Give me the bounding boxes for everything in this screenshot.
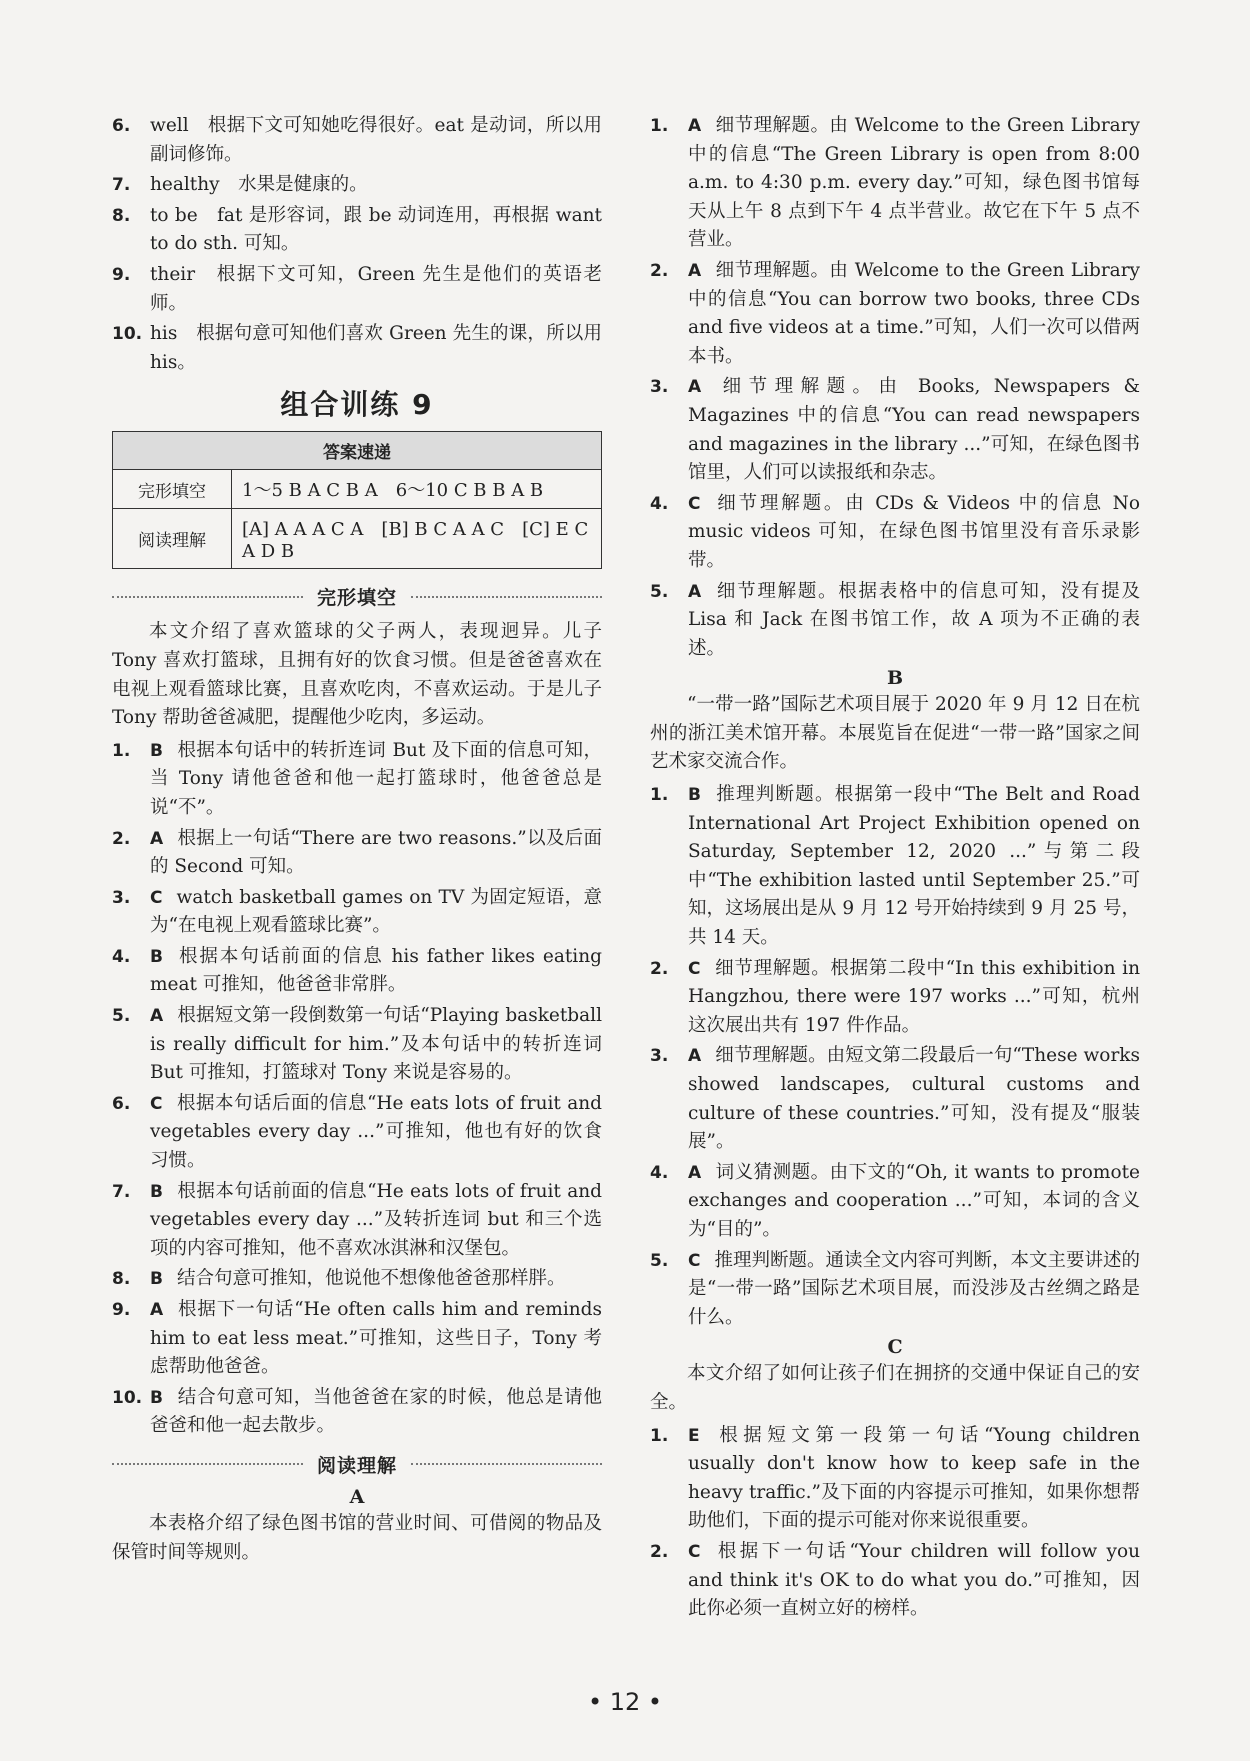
list-item: 4. A 词义猜测题。由下文的“Oh, it wants to promote exchanges and cooperation ...”可知，本词的含义为“目的”。 bbox=[650, 1161, 1140, 1240]
list-item: 5. A 细节理解题。根据表格中的信息可知，没有提及 Lisa 和 Jack 在图书馆工作，故 A 项为不正确的表述。 bbox=[650, 580, 1140, 659]
row-value: [A] A A A C A [B] B C A A C [C] E C A D B bbox=[232, 509, 602, 569]
answer-table bbox=[112, 431, 602, 569]
passage-a-label: A bbox=[349, 1485, 365, 1508]
page-number: • 12 • bbox=[587, 1688, 663, 1716]
passage-c-label: C bbox=[887, 1336, 903, 1359]
passage-a-intro: 本表格介绍了绿色图书馆的营业时间、可借阅的物品及保管时间等规则。 bbox=[112, 1512, 602, 1563]
list-item: 2. C 细节理解题。根据第二段中“In this exhibition in Hangzhou, there were 197 works ...”可知，杭州这次展出共有 197 件作品。 bbox=[650, 957, 1140, 1036]
list-item: 2. C 根据下一句话“Your children will follow you and think it's OK to do what you do.”可推知，因此你必须一直树立好的榜样。 bbox=[650, 1540, 1140, 1620]
cloze-intro: 本文介绍了喜欢篮球的父子两人，表现迥异。儿子 Tony 喜欢打篮球，且拥有好的饮食习惯。但是爸爸喜欢在电视上观看篮球比赛，且喜欢吃肉，不喜欢运动。于是儿子 Tony 帮助爸爸减肥，提醒他少吃肉，多运动。 bbox=[112, 621, 602, 729]
divider bbox=[112, 596, 303, 598]
list-item: 10. B 结合句意可知，当他爸爸在家的时候，他总是请他爸爸和他一起去散步。 bbox=[112, 1386, 602, 1437]
list-item: 3. A 细节理解题。由 Books, Newspapers & Magazines 中的信息“You can read newspapers and magazines in the library ...”可知，在绿色图书馆里，人们可以读报纸和杂志。 bbox=[650, 376, 1140, 484]
row-label: 阅读理解 bbox=[113, 509, 232, 569]
list-item: 4. C 细节理解题。由 CDs & Videos 中的信息 No music videos 可知，在绿色图书馆里没有音乐录影带。 bbox=[650, 492, 1140, 571]
passage-b-items bbox=[650, 781, 1140, 1332]
passage-a-items bbox=[650, 112, 1140, 663]
list-item: 2. A 根据上一句话“There are two reasons.”以及后面的 Second 可知。 bbox=[112, 827, 602, 878]
cloze-section-heading: 完形填空 bbox=[112, 583, 602, 610]
list-item: 6. C 根据本句话后面的信息“He eats lots of fruit and vegetables every day ...”可推知，他也有好的饮食习惯。 bbox=[112, 1092, 602, 1172]
list-item: 8. B 结合句意可推知，他说他不想像他爸爸那样胖。 bbox=[112, 1268, 566, 1290]
answer-table-header: 答案速递 bbox=[113, 432, 602, 470]
divider bbox=[112, 1463, 303, 1465]
passage-b-label: B bbox=[886, 667, 904, 690]
list-item: 1. B 推理判断题。根据第一段中“The Belt and Road International Art Project Exhibition opened on Saturday, September 12, 2020 ...”与第二段中“The exhibition lasted until September 25.”可知，这场展出是从 9 月 12 号开始持续到 9 月 25 号，共 14 天。 bbox=[650, 784, 1140, 949]
passage-c-items bbox=[650, 1422, 1140, 1624]
reading-section-heading: 阅读理解 bbox=[112, 1451, 602, 1478]
table-row bbox=[113, 470, 602, 509]
list-item: 1. E 根据短文第一段第一句话“Young children usually don't know how to keep safe in the heavy traffic.”及下面的内容提示可推知，如果你想帮助他们，下面的提示可能对你来说很重要。 bbox=[650, 1424, 1140, 1532]
section-title: 组合训练 9 bbox=[280, 388, 434, 422]
row-value: 1～5 B A C B A 6～10 C B B A B bbox=[232, 470, 602, 509]
list-item: 1. B 根据本句话中的转折连词 But 及下面的信息可知，当 Tony 请他爸爸和他一起打篮球时，他爸爸总是说“不”。 bbox=[112, 739, 602, 818]
right-column bbox=[650, 112, 1140, 1626]
list-item: 7. B 根据本句话前面的信息“He eats lots of fruit and vegetables every day ...”及转折连词 but 和三个选项的内容可推知，他不喜欢冰淇淋和汉堡包。 bbox=[112, 1180, 602, 1259]
list-item: 2. A 细节理解题。由 Welcome to the Green Library 中的信息“You can borrow two books, three CDs and five videos at a time.”可知，人们一次可以借两本书。 bbox=[650, 259, 1140, 367]
top-items bbox=[112, 112, 602, 377]
list-item: 6. well 根据下文可知她吃得很好。eat 是动词，所以用副词修饰。 bbox=[112, 115, 602, 165]
passage-c-intro: 本文介绍了如何让孩子们在拥挤的交通中保证自己的安全。 bbox=[650, 1363, 1140, 1413]
left-column bbox=[112, 112, 602, 1571]
list-item: 9. their 根据下文可知，Green 先生是他们的英语老师。 bbox=[112, 263, 602, 314]
list-item: 3. A 细节理解题。由短文第二段最后一句“These works showed landscapes, cultural customs and culture of these countries.”可知，没有提及“服装展”。 bbox=[650, 1045, 1140, 1153]
divider bbox=[411, 596, 602, 598]
cloze-items bbox=[112, 737, 602, 1441]
list-item: 3. C watch basketball games on TV 为固定短语，意为“在电视上观看篮球比赛”。 bbox=[112, 886, 602, 937]
list-item: 10. his 根据句意可知他们喜欢 Green 先生的课，所以用 his。 bbox=[112, 323, 602, 373]
list-item: 8. to be fat 是形容词，跟 be 动词连用，再根据 want to do sth. 可知。 bbox=[112, 204, 602, 255]
divider bbox=[411, 1463, 602, 1465]
list-item: 9. A 根据下一句话“He often calls him and reminds him to eat less meat.”可推知，这些日子，Tony 考虑帮助他爸爸。 bbox=[112, 1299, 602, 1378]
list-item: 7. healthy 水果是健康的。 bbox=[112, 174, 368, 196]
list-item: 4. B 根据本句话前面的信息 his father likes eating meat 可推知，他爸爸非常胖。 bbox=[112, 945, 602, 996]
passage-b-intro: “一带一路”国际艺术项目展于 2020 年 9 月 12 日在杭州的浙江美术馆开幕。本展览旨在促进“一带一路”国家之间艺术家交流合作。 bbox=[650, 694, 1140, 773]
list-item: 5. C 推理判断题。通读全文内容可判断，本文主要讲述的是“一带一路”国际艺术项目展，而没涉及古丝绸之路是什么。 bbox=[650, 1249, 1140, 1328]
row-label: 完形填空 bbox=[113, 470, 232, 509]
list-item: 5. A 根据短文第一段倒数第一句话“Playing basketball is really difficult for him.”及本句话中的转折连词 But 可推知，打篮球对 Tony 来说是容易的。 bbox=[112, 1005, 602, 1084]
table-row bbox=[113, 509, 602, 569]
list-item: 1. A 细节理解题。由 Welcome to the Green Library 中的信息“The Green Library is open from 8:00 a.m. to 4:30 p.m. every day.”可知，绿色图书馆每天从上午 8 点到下午 4 点半营业。故它在下午 5 点不营业。 bbox=[650, 115, 1140, 251]
